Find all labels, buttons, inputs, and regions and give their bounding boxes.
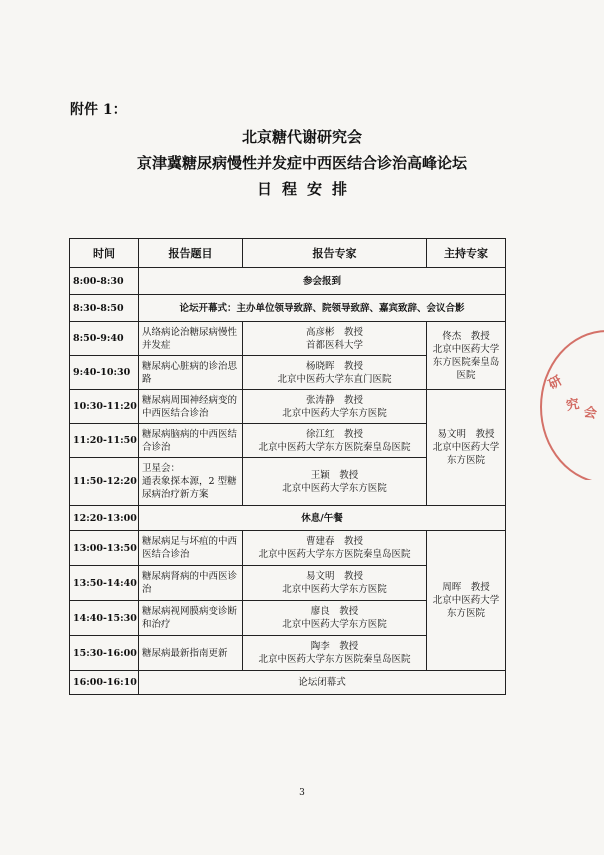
row-time: 8:50-9:40 [70, 322, 139, 356]
expert-institution: 北京中医药大学东方医院 [282, 619, 387, 630]
row-topic: 从络病论治糖尿病慢性并发症 [139, 322, 243, 356]
row-time: 10:30-11:20 [70, 390, 139, 424]
table-row [70, 268, 506, 295]
row-topic: 糖尿病最新指南更新 [139, 636, 243, 671]
table-row [70, 322, 506, 356]
host-cell [427, 390, 506, 506]
schedule-table [69, 238, 506, 695]
header-topic: 报告题目 [139, 239, 243, 268]
row-time: 16:00-16:10 [70, 671, 139, 695]
title-block [0, 124, 604, 202]
row-topic: 卫星会： 通表象探本源，2 型糖尿病治疗新方案 [139, 458, 243, 506]
row-expert [243, 458, 427, 506]
header-expert: 报告专家 [243, 239, 427, 268]
table-header-row [70, 239, 506, 268]
row-topic: 糖尿病视网膜病变诊断和治疗 [139, 601, 243, 636]
row-topic: 糖尿病脑病的中西医结合诊治 [139, 424, 243, 458]
expert-institution: 北京中医药大学东直门医院 [277, 373, 392, 385]
row-span: 休息/午餐 [139, 506, 506, 531]
expert-name: 王颖 教授 [310, 469, 359, 481]
page-number: 3 [299, 788, 305, 798]
table-row [70, 671, 506, 695]
red-seal-stamp [540, 330, 604, 480]
expert-institution: 北京中医药大学东方医院 [282, 407, 387, 419]
row-time: 13:00-13:50 [70, 531, 139, 566]
header-host: 主持专家 [427, 239, 506, 268]
expert-name: 张涛静 教授 [305, 394, 363, 406]
seal-char: 究 [565, 396, 581, 414]
expert-name: 杨晓晖 教授 [305, 360, 363, 372]
expert-institution: 北京中医药大学东方医院秦皇岛医院 [258, 654, 411, 665]
table-row [70, 295, 506, 322]
row-expert [243, 566, 427, 601]
row-time: 13:50-14:40 [70, 566, 139, 601]
expert-name: 高彦彬 教授 [305, 326, 363, 338]
schedule-title: 日程安排 [256, 180, 357, 198]
expert-name: 徐江红 教授 [305, 428, 363, 440]
expert-name: 廖良 教授 [310, 606, 359, 617]
row-expert [243, 424, 427, 458]
row-expert [243, 322, 427, 356]
seal-char: 会 [582, 404, 598, 422]
row-topic: 糖尿病足与坏疽的中西医结合诊治 [139, 531, 243, 566]
row-time: 12:20-13:00 [70, 506, 139, 531]
row-expert [243, 390, 427, 424]
row-expert [243, 601, 427, 636]
expert-name: 陶李 教授 [310, 641, 359, 652]
expert-name: 曹建春 教授 [305, 536, 363, 547]
host-cell [427, 322, 506, 390]
table-row [70, 390, 506, 424]
expert-institution: 北京中医药大学东方医院 [282, 584, 387, 595]
row-time: 14:40-15:30 [70, 601, 139, 636]
org-title: 北京糖代谢研究会 [241, 128, 362, 146]
row-time: 9:40-10:30 [70, 356, 139, 390]
header-time: 时间 [70, 239, 139, 268]
row-span: 参会报到 [139, 268, 506, 295]
host-text: 易文明 教授 北京中医药大学东方医院 [432, 429, 500, 466]
expert-name: 易文明 教授 [305, 571, 363, 582]
host-text: 佟杰 教授 北京中医药大学东方医院秦皇岛医院 [432, 330, 500, 381]
row-expert [243, 356, 427, 390]
seal-char: 研 [546, 373, 565, 393]
expert-institution: 北京中医药大学东方医院 [282, 482, 387, 494]
host-text: 周晖 教授 北京中医药大学东方医院 [432, 582, 500, 619]
row-time: 8:30-8:50 [70, 295, 139, 322]
expert-institution: 北京中医药大学东方医院秦皇岛医院 [258, 441, 411, 453]
table-row [70, 531, 506, 566]
expert-institution: 首都医科大学 [305, 339, 363, 351]
row-topic: 糖尿病肾病的中西医诊治 [139, 566, 243, 601]
row-expert [243, 636, 427, 671]
table-row [70, 506, 506, 531]
row-topic: 糖尿病周围神经病变的中西医结合诊治 [139, 390, 243, 424]
forum-title: 京津冀糖尿病慢性并发症中西医结合诊治高峰论坛 [136, 154, 467, 172]
row-span: 论坛闭幕式 [139, 671, 506, 695]
expert-institution: 北京中医药大学东方医院秦皇岛医院 [258, 549, 411, 560]
row-time: 11:20-11:50 [70, 424, 139, 458]
row-time: 8:00-8:30 [70, 268, 139, 295]
row-time: 11:50-12:20 [70, 458, 139, 506]
row-span: 论坛开幕式：主办单位领导致辞、院领导致辞、嘉宾致辞、会议合影 [139, 295, 506, 322]
row-topic: 糖尿病心脏病的诊治思路 [139, 356, 243, 390]
host-cell [427, 531, 506, 671]
attachment-label: 附件 1： [70, 102, 127, 118]
row-time: 15:30-16:00 [70, 636, 139, 671]
row-expert [243, 531, 427, 566]
